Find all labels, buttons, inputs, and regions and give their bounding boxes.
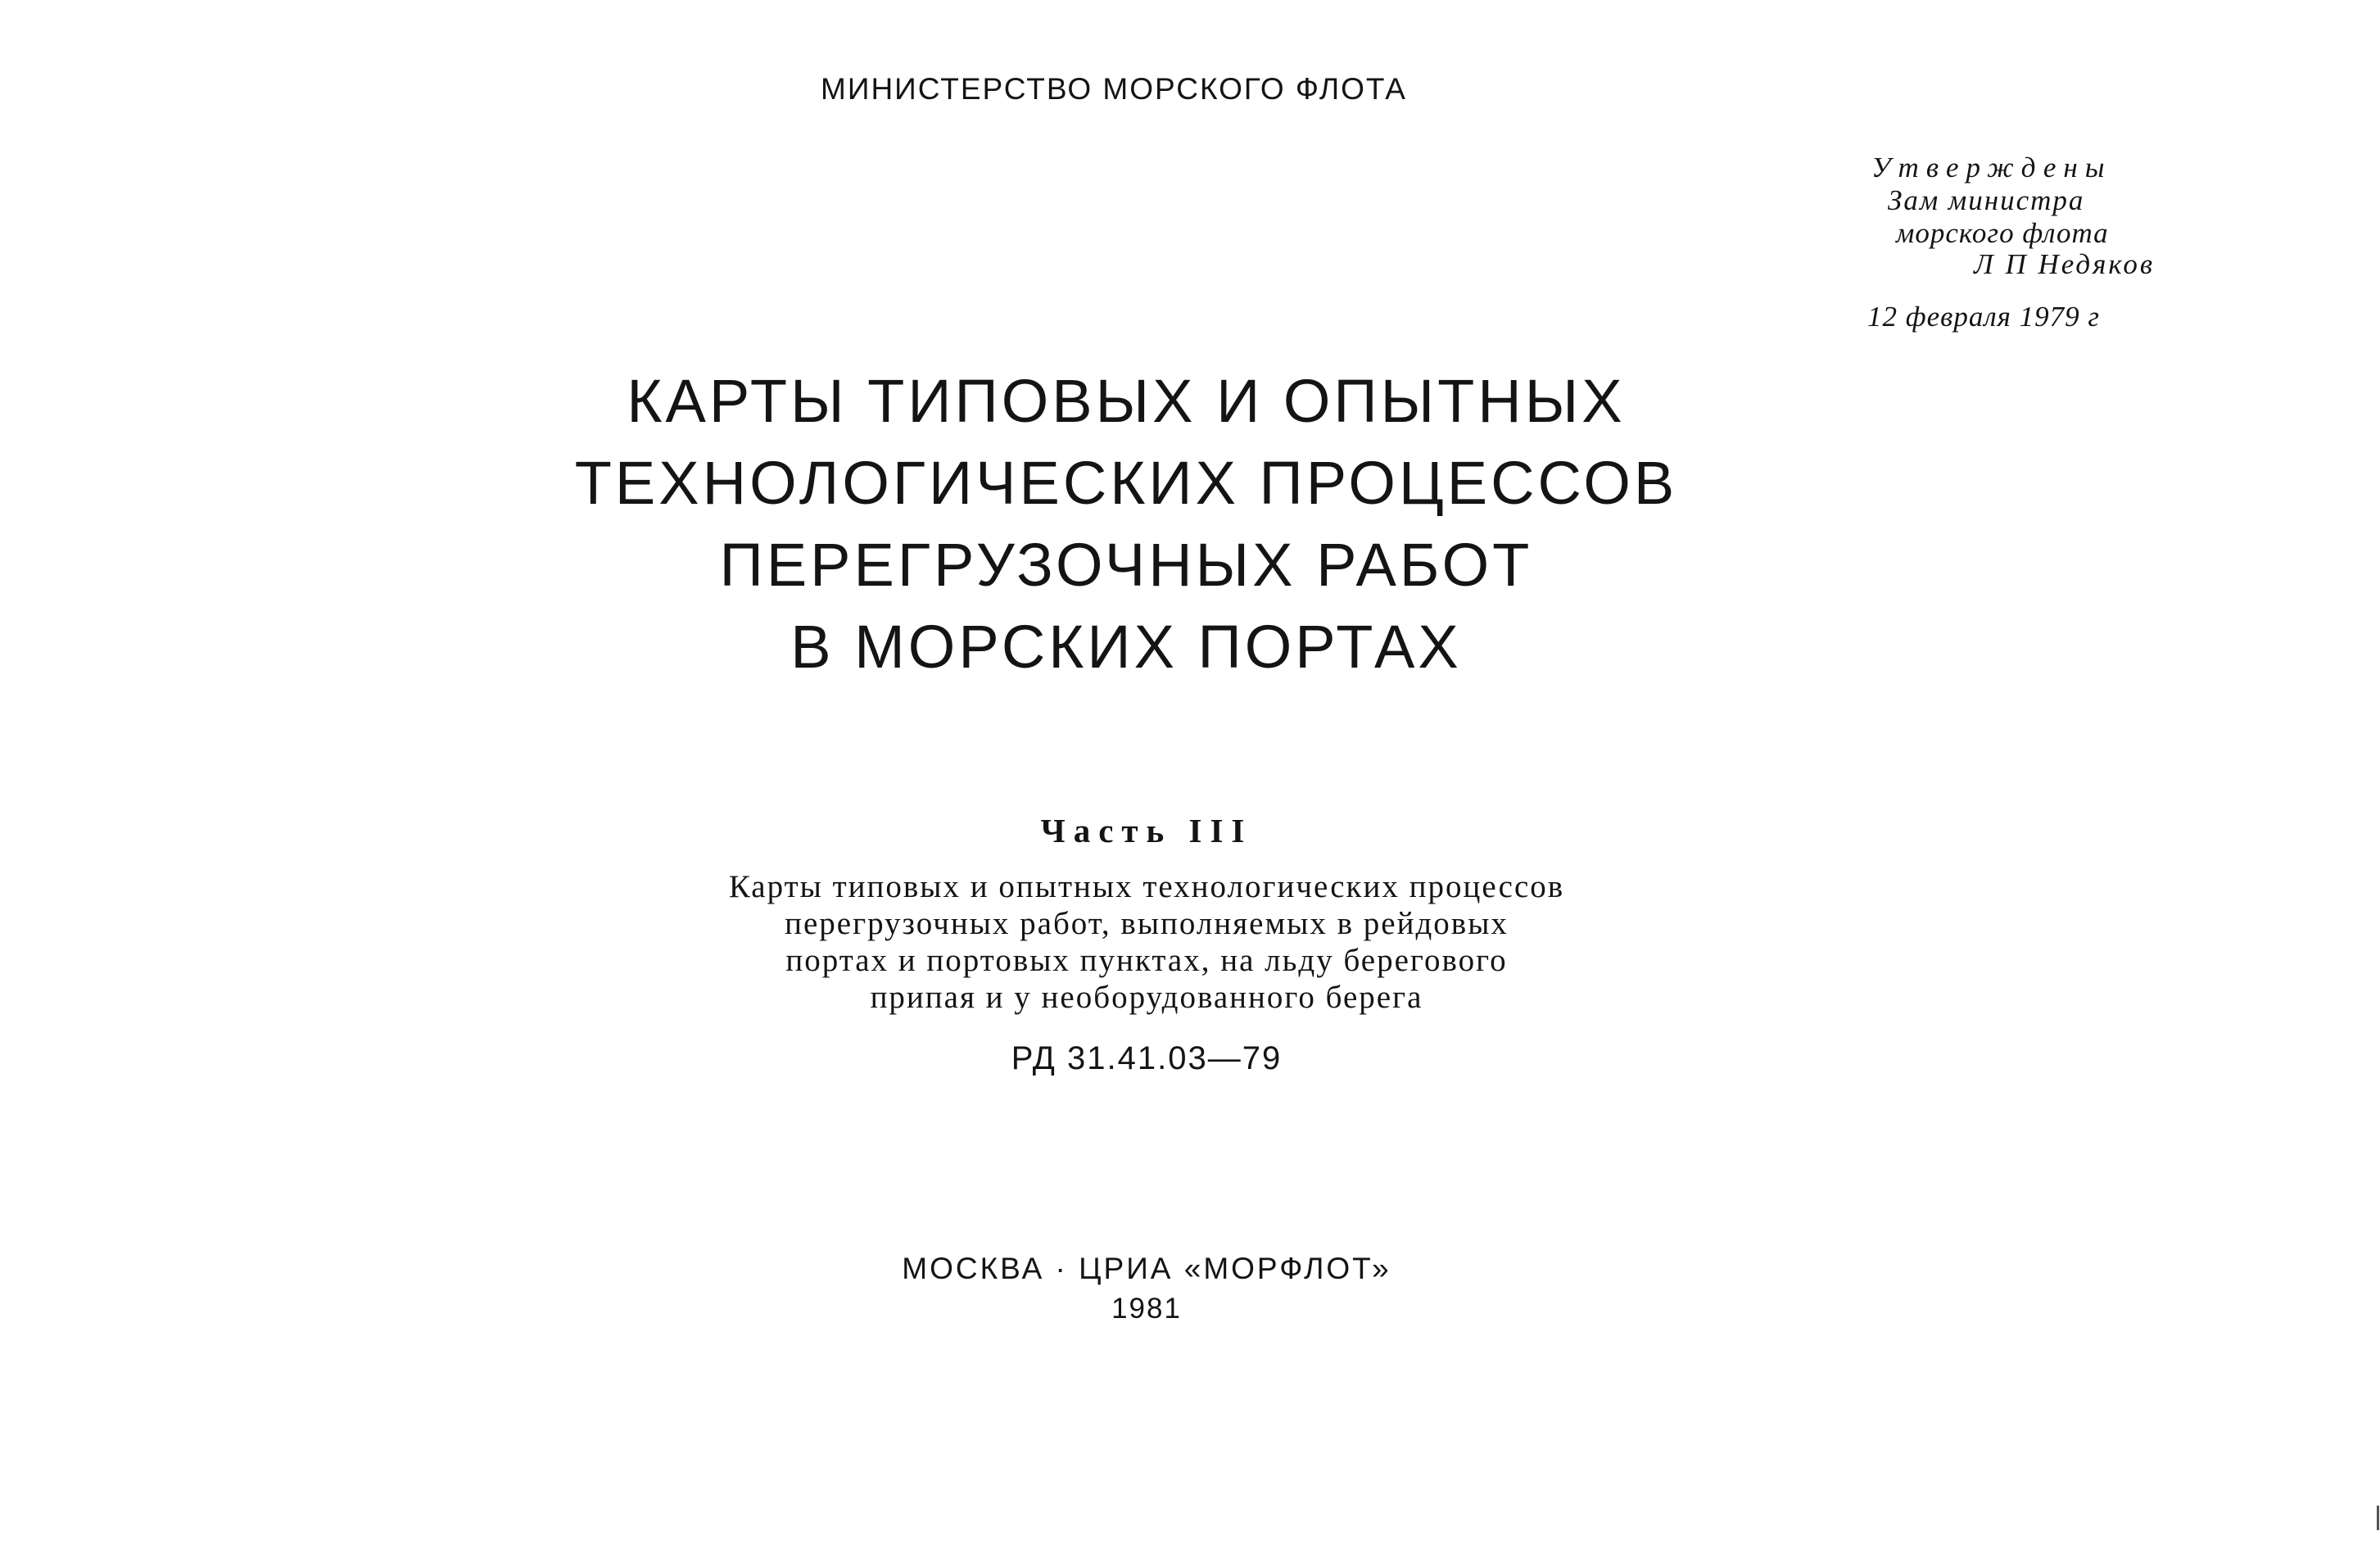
part-subtitle [573,868,1720,1016]
document-code: РД 31.41.03—79 [1011,1040,1283,1076]
ministry-header: МИНИСТЕРСТВО МОРСКОГО ФЛОТА [821,72,1407,106]
title-line-4: В МОРСКИХ ПОРТАХ [790,613,1462,681]
title-line-3: ПЕРЕГРУЗОЧНЫХ РАБОТ [719,531,1533,599]
subtitle-line-4: припая и у необорудованного берега [870,980,1423,1015]
approval-heading: Утверждены [1871,152,2112,183]
subtitle-line-3: портах и портовых пунктах, на льду берегового [785,943,1508,978]
title-line-1: КАРТЫ ТИПОВЫХ И ОПЫТНЫХ [627,367,1626,435]
approval-position-line1: Зам министра [1888,184,2085,216]
publication-year: 1981 [1111,1293,1182,1325]
title-line-2: ТЕХНОЛОГИЧЕСКИХ ПРОЦЕССОВ [574,449,1678,517]
approval-signatory-name: Л П Недяков [1974,248,2156,280]
subtitle-line-2: перегрузочных работ, выполняемых в рейдовых [785,906,1509,941]
part-title: Часть III [1040,812,1253,849]
subtitle-line-1: Карты типовых и опытных технологических процессов [728,869,1565,904]
approval-position-line2: морского флота [1896,217,2109,249]
publisher: МОСКВА · ЦРИА «МОРФЛОТ» [902,1252,1391,1285]
document-title [532,360,1720,688]
approval-date: 12 февраля 1979 г [1867,301,2101,333]
scan-edge-mark [2377,1506,2379,1530]
